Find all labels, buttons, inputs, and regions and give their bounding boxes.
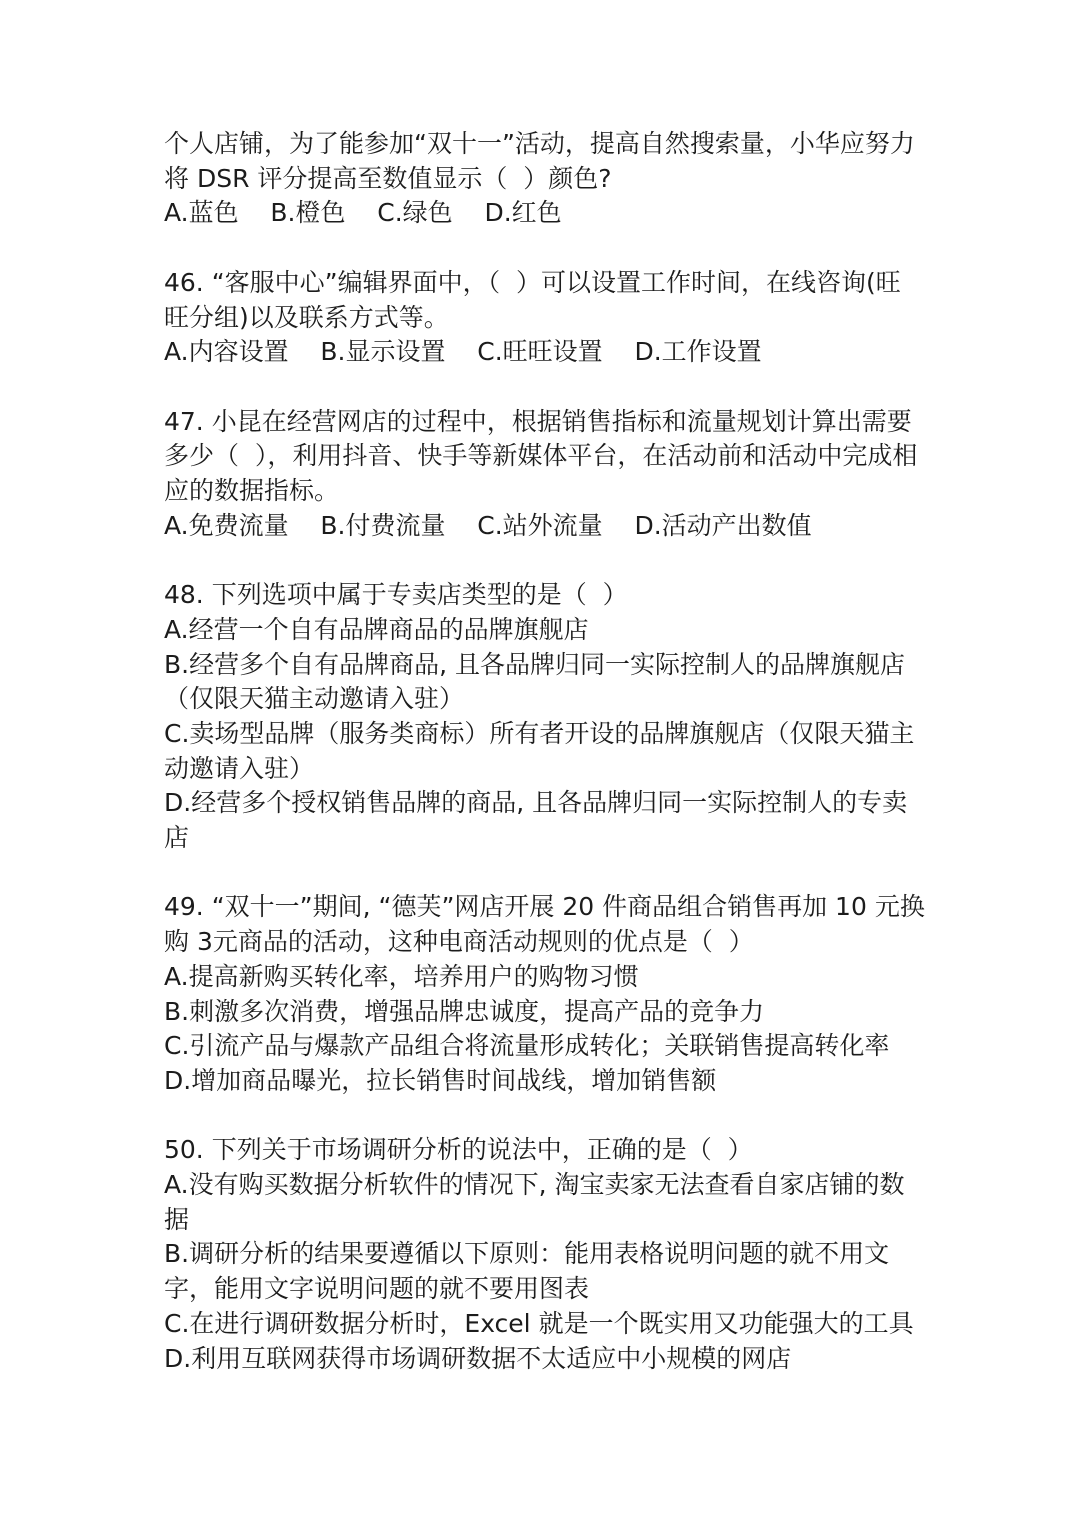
question-stem-line: 将 DSR 评分提高至数值显示（ ）颜色? <box>164 163 612 193</box>
question-stem-line: 46. “客服中心”编辑界面中，（ ）可以设置工作时间，在线咨询(旺 <box>164 267 901 297</box>
answer-option-c: C.引流产品与爆款产品组合将流量形成转化；关联销售提高转化率 <box>164 1031 890 1061</box>
answer-options: A.免费流量 B.付费流量 C.站外流量 D.活动产出数值 <box>164 510 812 540</box>
question-stem-line: 48. 下列选项中属于专卖店类型的是（ ） <box>164 580 628 610</box>
question-stem-line: 个人店铺，为了能参加“双十一”活动，提高自然搜索量，小华应努力 <box>164 129 915 158</box>
question-stem-line: 旺分组)以及联系方式等。 <box>164 302 449 332</box>
question-stem-line: 多少（ ），利用抖音、快手等新媒体平台，在活动前和活动中完成相 <box>164 441 918 471</box>
answer-option-c: C.在进行调研数据分析时，Excel 就是一个既实用又功能强大的工具 <box>164 1308 914 1338</box>
answer-options: A.蓝色 B.橙色 C.绿色 D.红色 <box>164 198 562 228</box>
question-stem-line: 购 3元商品的活动，这种电商活动规则的优点是（ ） <box>164 927 754 957</box>
question-block-48 <box>164 578 924 856</box>
question-block-46 <box>164 266 924 370</box>
answer-option-a: A.提高新购买转化率，培养用户的购物习惯 <box>164 961 639 991</box>
answer-option-b: B.经营多个自有品牌商品, 且各品牌归同一实际控制人的品牌旗舰店 <box>164 649 905 679</box>
answer-option-d: D.增加商品曝光，拉长销售时间战线，增加销售额 <box>164 1065 717 1095</box>
answer-option-c: C.卖场型品牌（服务类商标）所有者开设的品牌旗舰店（仅限天猫主 <box>164 718 915 748</box>
question-stem-line: 47. 小昆在经营网店的过程中，根据销售指标和流量规划计算出需要 <box>164 406 912 436</box>
question-stem-line: 50. 下列关于市场调研分析的说法中，正确的是（ ） <box>164 1135 753 1165</box>
answer-option-b: B.刺激多次消费，增强品牌忠诚度，提高产品的竞争力 <box>164 996 765 1026</box>
answer-option-a: A.没有购买数据分析软件的情况下, 淘宝卖家无法查看自家店铺的数 <box>164 1170 905 1200</box>
answer-option-b-cont: 字，能用文字说明问题的就不要用图表 <box>164 1274 590 1304</box>
answer-options: A.内容设置 B.显示设置 C.旺旺设置 D.工作设置 <box>164 337 762 367</box>
answer-option-d: D.利用互联网获得市场调研数据不太适应中小规模的网店 <box>164 1343 792 1373</box>
question-block-47 <box>164 405 924 544</box>
question-list <box>164 127 924 1376</box>
answer-option-d-cont: 店 <box>164 823 190 853</box>
question-block-45 <box>164 127 924 231</box>
answer-option-b-cont: （仅限天猫主动邀请入驻） <box>164 684 465 714</box>
answer-option-c-cont: 动邀请入驻） <box>164 753 315 783</box>
answer-option-a-cont: 据 <box>164 1204 190 1234</box>
question-block-49 <box>164 890 924 1098</box>
answer-option-d: D.经营多个授权销售品牌的商品, 且各品牌归同一实际控制人的专卖 <box>164 788 908 818</box>
answer-option-b: B.调研分析的结果要遵循以下原则：能用表格说明问题的就不用文 <box>164 1239 890 1269</box>
answer-option-a: A.经营一个自有品牌商品的品牌旗舰店 <box>164 614 589 644</box>
question-stem-line: 49. “双十一”期间, “德芙”网店开展 20 件商品组合销售再加 10 元换 <box>164 892 925 922</box>
question-block-50 <box>164 1133 924 1376</box>
question-stem-line: 应的数据指标。 <box>164 476 340 505</box>
